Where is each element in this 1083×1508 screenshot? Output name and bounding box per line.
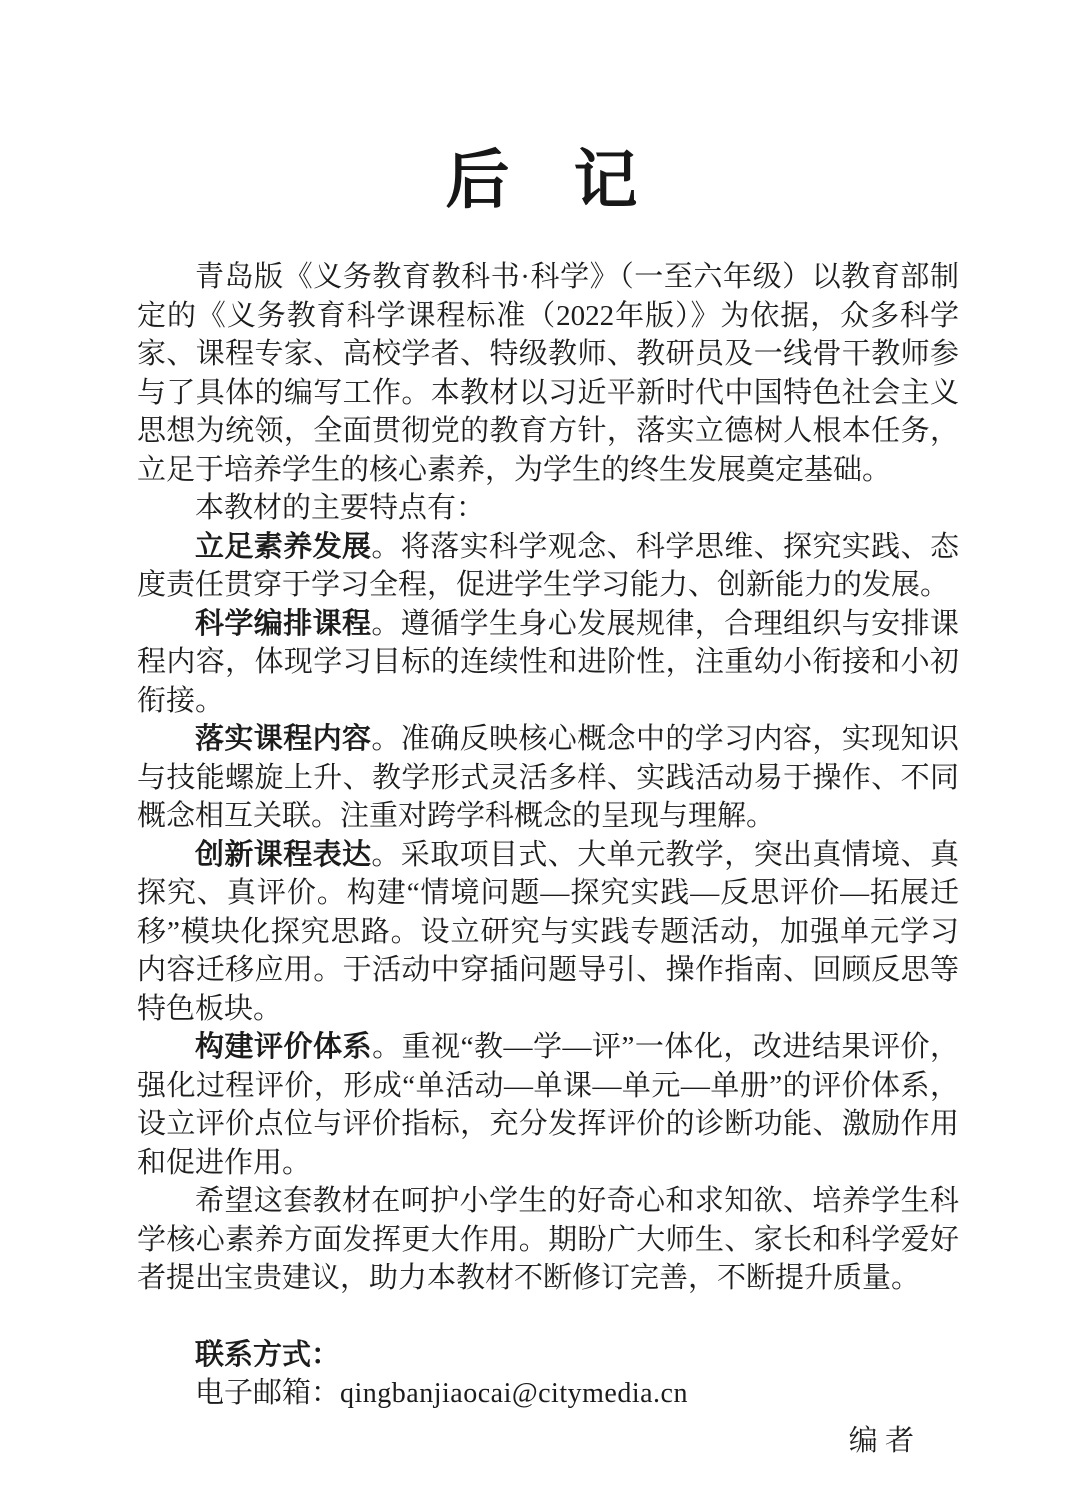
paragraph-body: 本教材的主要特点有： bbox=[195, 492, 486, 524]
paragraph-feature-bianpai bbox=[137, 605, 959, 721]
paragraph-body: 。遵循学生身心发展规律，合理组织与安排课程内容，体现学习目标的连续性和进阶性，注重幼小衔接和小初衔接。 bbox=[137, 607, 959, 717]
contact-block bbox=[137, 1336, 959, 1414]
paragraph-feature-suyang bbox=[137, 528, 959, 605]
paragraph-lead: 落实课程内容 bbox=[195, 723, 372, 755]
email-label: 电子邮箱： bbox=[195, 1377, 341, 1409]
paragraph-body: 。准确反映核心概念中的学习内容，实现知识与技能螺旋上升、教学形式灵活多样、实践活动易于操作、不同概念相互关联。注重对跨学科概念的呈现与理解。 bbox=[137, 723, 959, 832]
contact-heading: 联系方式： bbox=[195, 1338, 341, 1371]
contact-email-line bbox=[137, 1374, 959, 1414]
paragraph-closing bbox=[137, 1182, 959, 1298]
paragraph-lead: 创新课程表达 bbox=[195, 838, 372, 871]
paragraph-feature-pingjia bbox=[137, 1028, 959, 1182]
email-address: qingbanjiaocai@citymedia.cn bbox=[340, 1378, 688, 1409]
paragraph-body: 。采取项目式、大单元教学，突出真情境、真探究、真评价。构建“情境问题—探究实践—反思评价—拓展迁移”模块化探究思路。设立研究与实践专题活动，加强单元学习内容迁移应用。于活动中穿插问题导引、操作指南、回顾反思等特色板块。 bbox=[137, 838, 959, 1025]
paragraph-feature-neirong bbox=[137, 720, 959, 836]
paragraph-intro bbox=[137, 258, 959, 489]
paragraph-body: 希望这套教材在呵护小学生的好奇心和求知欲、培养学生科学核心素养方面发挥更大作用。期盼广大师生、家长和科学爱好者提出宝贵建议，助力本教材不断修订完善，不断提升质量。 bbox=[137, 1185, 959, 1294]
paragraph-body: 。重视“教—学—评”一体化，改进结果评价，强化过程评价，形成“单活动—单课—单元—单册”的评价体系，设立评价点位与评价指标，充分发挥评价的诊断功能、激励作用和促进作用。 bbox=[137, 1031, 959, 1179]
page-title: 后 记 bbox=[445, 145, 638, 216]
paragraph-lead: 构建评价体系 bbox=[195, 1031, 373, 1063]
body-text bbox=[137, 258, 959, 1460]
paragraph-body: 青岛版《义务教育教科书·科学》（一至六年级）以教育部制定的《义务教育科学课程标准（2022年版）》为依据，众多科学家、课程专家、高校学者、特级教师、教研员及一线骨干教师参与了具体的编写工作。本教材以习近平新时代中国特色社会主义思想为统领，全面贯彻党的教育方针，落实立德树人根本任务，立足于培养学生的核心素养，为学生的终生发展奠定基础。 bbox=[137, 261, 959, 486]
paragraph-lead: 科学编排课程 bbox=[195, 607, 372, 640]
paragraph-feature-biaoda bbox=[137, 836, 959, 1029]
paragraph-features-heading bbox=[137, 489, 959, 528]
paragraph-body: 。将落实科学观念、科学思维、探究实践、态度责任贯穿于学习全程，促进学生学习能力、创新能力的发展。 bbox=[137, 530, 959, 601]
signature: 编 者 bbox=[848, 1424, 914, 1457]
paragraph-lead: 立足素养发展 bbox=[195, 530, 372, 563]
